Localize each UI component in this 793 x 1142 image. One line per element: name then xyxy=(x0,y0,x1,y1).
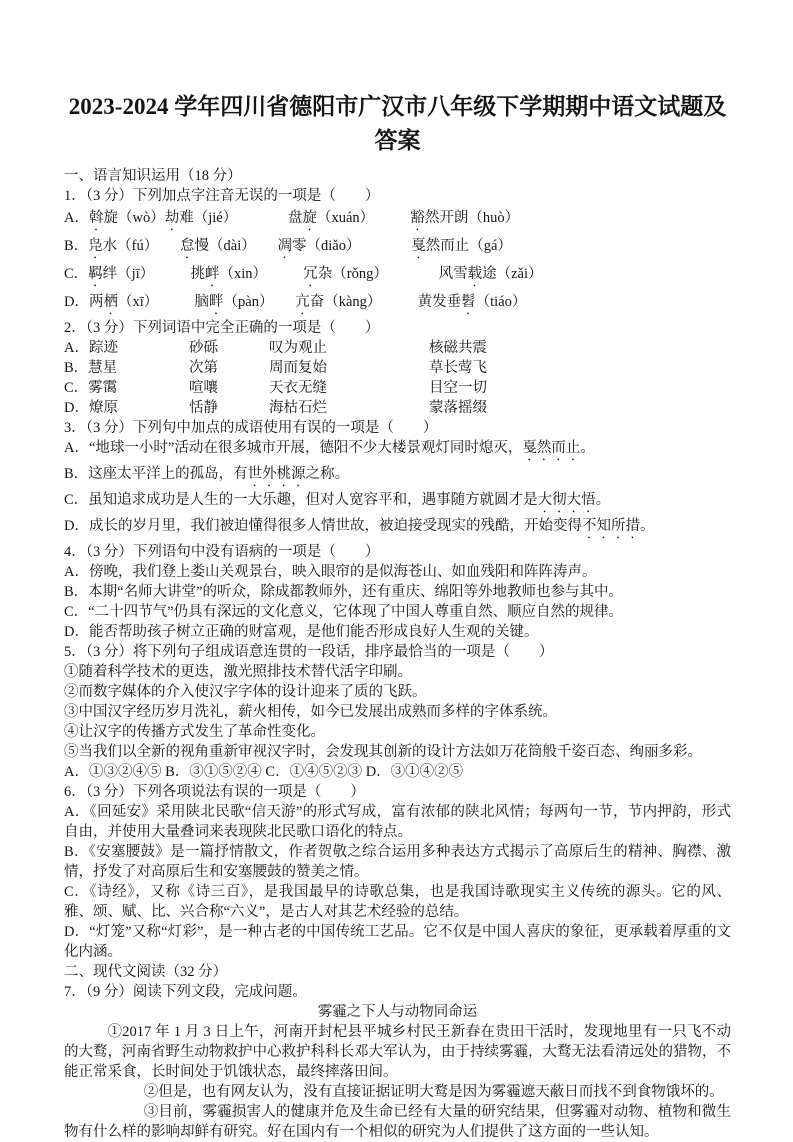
q2-b-cell-4: 草长莺飞 xyxy=(429,360,487,376)
q2-option-b xyxy=(64,358,731,378)
emphasized-text: 豁 xyxy=(410,210,425,226)
q4-option-a: A．傍晚，我们登上娄山关观景台，映入眼帘的是似海苍山、如血残阳和阵阵涛声。 xyxy=(64,564,597,580)
section-2-heading: 二、现代文阅读（32 分） xyxy=(64,964,228,980)
essay-paragraph-3: ③目前，雾霾损害人的健康并危及生命已经有大量的研究结果，但雾霾对动物、植物和微生物有什么样的影响却鲜有研究。好在国内有一个相似的研究为人们提供了这方面的一些认知。 xyxy=(64,1104,731,1140)
q5-sentence-5: ⑤当我们以全新的视角重新审视汉字时，会发现其创新的设计方法如万花筒般千姿百态、绚丽多彩。 xyxy=(64,744,702,760)
q2-c-cell-1: C．雾霭 xyxy=(64,380,118,396)
q1-option-c: C．羁绊（jī） 挑衅（xin） 冗杂（rǒng） 风雪载途（zǎi） xyxy=(64,266,543,282)
q6-option-a: A．《回延安》采用陕北民歌“信天游”的形式写成，富有浓郁的陕北风情；每两句一节，节内押韵，形式自由，并使用大量叠词来表现陕北民歌口语化的特点。 xyxy=(64,804,731,840)
emphasized-text: 斡 xyxy=(88,210,104,226)
q2-c-cell-3: 天衣无缝 xyxy=(269,380,327,396)
q2-d-cell-3: 海枯石烂 xyxy=(269,400,327,416)
q2-d-cell-1: D．燎原 xyxy=(64,400,118,416)
q1-stem: 1．（3 分）下列加点字注音无误的一项是（ ） xyxy=(64,188,380,204)
emphasized-text: 旋 xyxy=(302,210,317,226)
emphasized-text: 不知所措 xyxy=(581,518,640,534)
emphasized-text: 世外桃源 xyxy=(247,466,306,482)
emphasized-text: 戛然而止 xyxy=(522,440,581,456)
q5-sentence-1: ①随着科学技术的更迭，激光照排技术替代活字印刷。 xyxy=(64,664,412,680)
q3-stem: 3．（3 分）下列句中加点的成语使用有误的一项是（ ） xyxy=(64,420,438,436)
emphasized-text: 大彻大悟 xyxy=(537,492,596,508)
q2-d-cell-2: 恬静 xyxy=(189,400,218,416)
q5-sentence-2: ②而数字媒体的介入使汉字字体的设计迎来了质的飞跃。 xyxy=(64,684,427,700)
emphasized-text: 髫 xyxy=(461,294,476,310)
q3-option-b: B．这座太平洋上的孤岛，有世外桃源之称。 xyxy=(64,466,350,482)
q2-b-cell-1: B．慧星 xyxy=(64,360,118,376)
q6-option-b: B．《安塞腰鼓》是一篇抒情散文，作者贺敬之综合运用多种表达方式揭示了高原后生的精神、胸襟、激情，抒发了对高原后生和安塞腰鼓的赞美之情。 xyxy=(64,844,731,880)
q5-sentence-4: ④让汉字的传播方式发生了革命性变化。 xyxy=(64,724,325,740)
q2-option-a xyxy=(64,338,731,358)
emphasized-text: 畔 xyxy=(209,294,224,310)
emphasized-text: 凋 xyxy=(277,238,292,254)
q4-option-c: C．“二十四节气”仍具有深远的文化意义，它体现了中国人尊重自然、顺应自然的规律。 xyxy=(64,604,624,620)
q1-option-d: D．两栖（xī） 脑畔（pàn） 亢奋（kàng） 黄发垂髫（tiáo） xyxy=(64,294,527,310)
q2-option-c xyxy=(64,378,731,398)
q4-stem: 4．（3 分）下列语句中没有语病的一项是（ ） xyxy=(64,544,380,560)
q2-a-cell-3: 叹为观止 xyxy=(269,340,327,356)
emphasized-text: 载 xyxy=(467,266,483,282)
q2-c-cell-2: 喧嚷 xyxy=(189,380,218,396)
emphasized-text: 戛 xyxy=(411,238,426,254)
q5-sentence-3: ③中国汉字经历岁月洗礼，薪火相传，如今已发展出成熟而多样的字体系统。 xyxy=(64,704,557,720)
q5-choices: A．①③②④⑤ B．③①⑤②④ C．①④⑤②③ D．③①④②⑤ xyxy=(64,764,464,780)
emphasized-text: 怠 xyxy=(180,238,195,254)
q4-option-d: D．能否帮助孩子树立正确的财富观，是他们能否形成良好人生观的关键。 xyxy=(64,624,539,640)
q3-option-c: C．虽知追求成功是人生的一大乐趣，但对人宽容平和，遇事随方就圆才是大彻大悟。 xyxy=(64,492,611,508)
q2-a-cell-4: 核磁共震 xyxy=(429,340,487,356)
q7-stem: 7．（9 分）阅读下列文段，完成问题。 xyxy=(64,984,307,1000)
q2-stem: 2．（3 分）下列词语中完全正确的一项是（ ） xyxy=(64,320,380,336)
q1-option-a: A．斡旋（wò）劫难（jié） 盘旋（xuán） 豁然开朗（huò） xyxy=(64,210,520,226)
emphasized-text: 劫 xyxy=(164,210,180,226)
q1-option-b: B．凫水（fú） 怠慢（dài） 凋零（diǎo） 戛然而止（gá） xyxy=(64,238,512,254)
q3-option-a: A．“地球一小时”活动在很多城市开展，德阳不少大楼景观灯同时熄灭，戛然而止。 xyxy=(64,440,595,456)
q4-option-b: B．本期“名师大讲堂”的听众，除成都教师外，还有重庆、绵阳等外地教师也参与其中。 xyxy=(64,584,624,600)
emphasized-text: 凫 xyxy=(88,238,103,254)
doc-title: 2023-2024 学年四川省德阳市广汉市八年级下学期期中语文试题及答案 xyxy=(68,94,727,153)
emphasized-text: 栖 xyxy=(103,294,118,310)
essay-paragraph-2: ②但是，也有网友认为，没有直接证据证明大鹜是因为雾霾遮天蔽日而找不到食物饿坏的。 xyxy=(143,1084,724,1100)
section-modern-reading xyxy=(64,962,731,1142)
essay-paragraph-1: ①2017 年 1 月 3 日上午，河南开封杞县平城乡村民王新春在贵田干活时，发现地里有一只飞不动的大鹜，河南省野生动物救护中心救护科科长邓大军认为，由于持续雾霾，大鹜无法看清远处的猎物，不能正常采食，长时间处于饥饿状态，最终摔落田间。 xyxy=(64,1024,731,1080)
section-language-knowledge xyxy=(64,166,731,962)
q2-a-cell-1: A．踪迹 xyxy=(64,340,118,356)
q2-a-cell-2: 砂砾 xyxy=(189,340,218,356)
q6-option-d: D．“灯笼”又称“灯彩”，是一种古老的中国传统工艺品。它不仅是中国人喜庆的象征，更承载着厚重的文化内涵。 xyxy=(64,924,731,960)
q2-b-cell-3: 周而复始 xyxy=(269,360,327,376)
q6-option-c: C．《诗经》，又称《诗三百》，是我国最早的诗歌总集，也是我国诗歌现实主义传统的源头。它的风、雅、颂、赋、比、兴合称“六义”，是古人对其艺术经验的总结。 xyxy=(64,884,731,920)
q2-c-cell-4: 目空一切 xyxy=(429,380,487,396)
q5-stem: 5．（3 分）将下列句子组成语意连贯的一段话，排序最恰当的一项是（ ） xyxy=(64,644,554,660)
emphasized-text: 衅 xyxy=(204,266,220,282)
q2-option-d xyxy=(64,398,731,418)
q6-stem: 6．（3 分）下列各项说法有误的一项是（ ） xyxy=(64,784,365,800)
emphasized-text: 亢 xyxy=(295,294,310,310)
section-1-heading: 一、语言知识运用（18 分） xyxy=(64,168,242,184)
q3-option-d: D．成长的岁月里，我们被迫懂得很多人情世故，被迫接受现实的残酷，开始变得不知所措。 xyxy=(64,518,655,534)
q2-d-cell-4: 蒙落摇缀 xyxy=(429,400,487,416)
emphasized-text: 冗 xyxy=(303,266,318,282)
emphasized-text: 羁 xyxy=(88,266,103,282)
q2-b-cell-2: 次第 xyxy=(189,360,218,376)
essay-title: 雾霾之下人与动物同命运 xyxy=(317,1004,478,1020)
